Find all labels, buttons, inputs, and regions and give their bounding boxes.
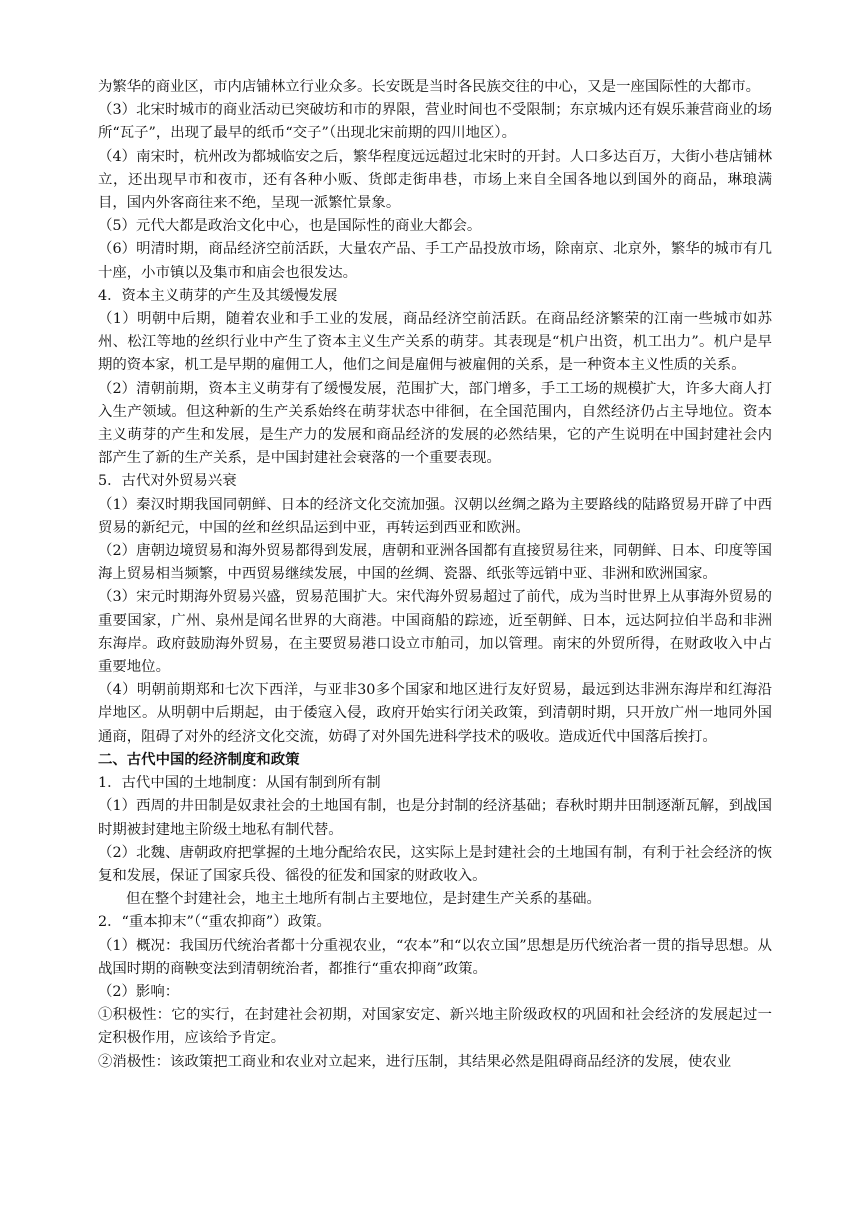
paragraph-northern-song-cities: （3）北宋时城市的商业活动已突破坊和市的界限，营业时间也不受限制；东京城内还有娱乐兼营商业的场所“瓦子”，出现了最早的纸币“交子”（出现北宋前期的四川地区）。 [98,102,772,142]
paragraph-qing-capitalism: （2）清朝前期，资本主义萌芽有了缓慢发展，范围扩大，部门增多，手工工场的规模扩大，许多大商人打入生产领域。但这种新的生产关系始终在萌芽状态中徘徊，在全国范围内，自然经济仍占主导地位。资本主义萌芽的产生和发展，是生产力的发展和商品经济的发展的必然结果，它的产生说明在中国封建社会内部产生了新的生产关系，是中国封建社会衰落的一个重要表现。 [98,380,772,467]
paragraph-negative-effect: ②消极性：该政策把工商业和农业对立起来，进行压制，其结果必然是阻碍商品经济的发展，使农业 [98,1053,732,1070]
paragraph-landlord-ownership: 但在整个封建社会，地主土地所有制占主要地位，是封建生产关系的基础。 [126,891,601,908]
paragraph-changan: 为繁华的商业区，市内店铺林立行业众多。长安既是当时各民族交往的中心，又是一座国际性的大都市。 [98,79,760,95]
paragraph-policy-overview: （1）概况：我国历代统治者都十分重视农业，“农本”和“以农立国”思想是历代统治者一贯的指导思想。从战国时期的商鞅变法到清朝统治者，都推行“重农抑商”政策。 [98,937,772,977]
paragraph-positive-effect: ①积极性：它的实行，在封建社会初期，对国家安定、新兴地主阶级政权的巩固和社会经济的发展起过一定积极作用，应该给予肯定。 [98,1007,772,1047]
paragraph-song-yuan-trade: （3）宋元时期海外贸易兴盛，贸易范围扩大。宋代海外贸易超过了前代，成为当时世界上从事海外贸易的重要国家，广州、泉州是闻名世界的大商港。中国商船的踪迹，近至朝鲜、日本，远达阿拉伯半岛和非洲东海岸。政府鼓励海外贸易，在主要贸易港口设立市舶司，加以管理。南宋的外贸所得，在财政收入中占重要地位。 [98,589,772,676]
paragraph-policy-impact: （2）影响： [98,983,180,1000]
paragraph-tang-trade: （2）唐朝边境贸易和海外贸易都得到发展，唐朝和亚洲各国都有直接贸易往来，同朝鲜、日本、印度等国海上贸易相当频繁，中西贸易继续发展，中国的丝绸、瓷器、纸张等远销中亚、非洲和欧洲国家。 [98,543,772,583]
subheading-agriculture-policy: 2．“重本抑末”（“重农抑商”）政策。 [98,914,331,931]
paragraph-qin-han-trade: （1）秦汉时期我国同朝鲜、日本的经济文化交流加强。汉朝以丝绸之路为主要路线的陆路贸易开辟了中西贸易的新纪元，中国的丝和丝织品运到中亚，再转运到西亚和欧洲。 [98,496,772,536]
paragraph-southern-song-linan: （4）南宋时，杭州改为都城临安之后，繁华程度远远超过北宋时的开封。人口多达百万，大街小巷店铺林立，还出现早市和夜市，还有各种小贩、货郎走街串巷，市场上来自全国各地以到国外的商品，琳琅满目，国内外客商往来不绝，呈现一派繁忙景象。 [98,148,772,212]
subheading-foreign-trade: 5．古代对外贸易兴衰 [98,473,237,490]
paragraph-ming-qing-economy: （6）明清时期，商品经济空前活跃，大量农产品、手工产品投放市场，除南京、北京外，繁华的城市有几十座，小市镇以及集市和庙会也很发达。 [98,241,772,281]
paragraph-ming-capitalism: （1）明朝中后期，随着农业和手工业的发展，商品经济空前活跃。在商品经济繁荣的江南一些城市如苏州、松江等地的丝织行业中产生了资本主义生产关系的萌芽。其表现是“机户出资，机工出力”。机户是早期的资本家，机工是早期的雇佣工人，他们之间是雇佣与被雇佣的关系，是一种资本主义性质的关系。 [98,311,772,374]
subheading-land-system: 1．古代中国的土地制度：从国有制到所有制 [98,775,381,792]
section-heading-economic-policy: 二、古代中国的经济制度和政策 [98,751,300,768]
paragraph-equal-field: （2）北魏、唐朝政府把掌握的土地分配给农民，这实际上是封建社会的土地国有制，有利于社会经济的恢复和发展，保证了国家兵役、徭役的征发和国家的财政收入。 [98,844,772,884]
paragraph-well-field: （1）西周的井田制是奴隶社会的土地国有制，也是分封制的经济基础；春秋时期井田制逐渐瓦解，到战国时期被封建地主阶级土地私有制代替。 [98,798,772,838]
paragraph-ming-trade: （4）明朝前期郑和七次下西洋，与亚非30多个国家和地区进行友好贸易，最远到达非洲东海岸和红海沿岸地区。从明朝中后期起，由于倭寇入侵，政府开始实行闭关政策，到清朝时期，只开放广州一地同外国通商，阻碍了对外的经济文化交流，妨碍了对外国先进科学技术的吸收。造成近代中国落后挨打。 [98,682,772,745]
paragraph-yuan-dadu: （5）元代大都是政治文化中心，也是国际性的商业大都会。 [98,218,482,235]
subheading-capitalism-sprouts: 4．资本主义萌芽的产生及其缓慢发展 [98,287,338,304]
